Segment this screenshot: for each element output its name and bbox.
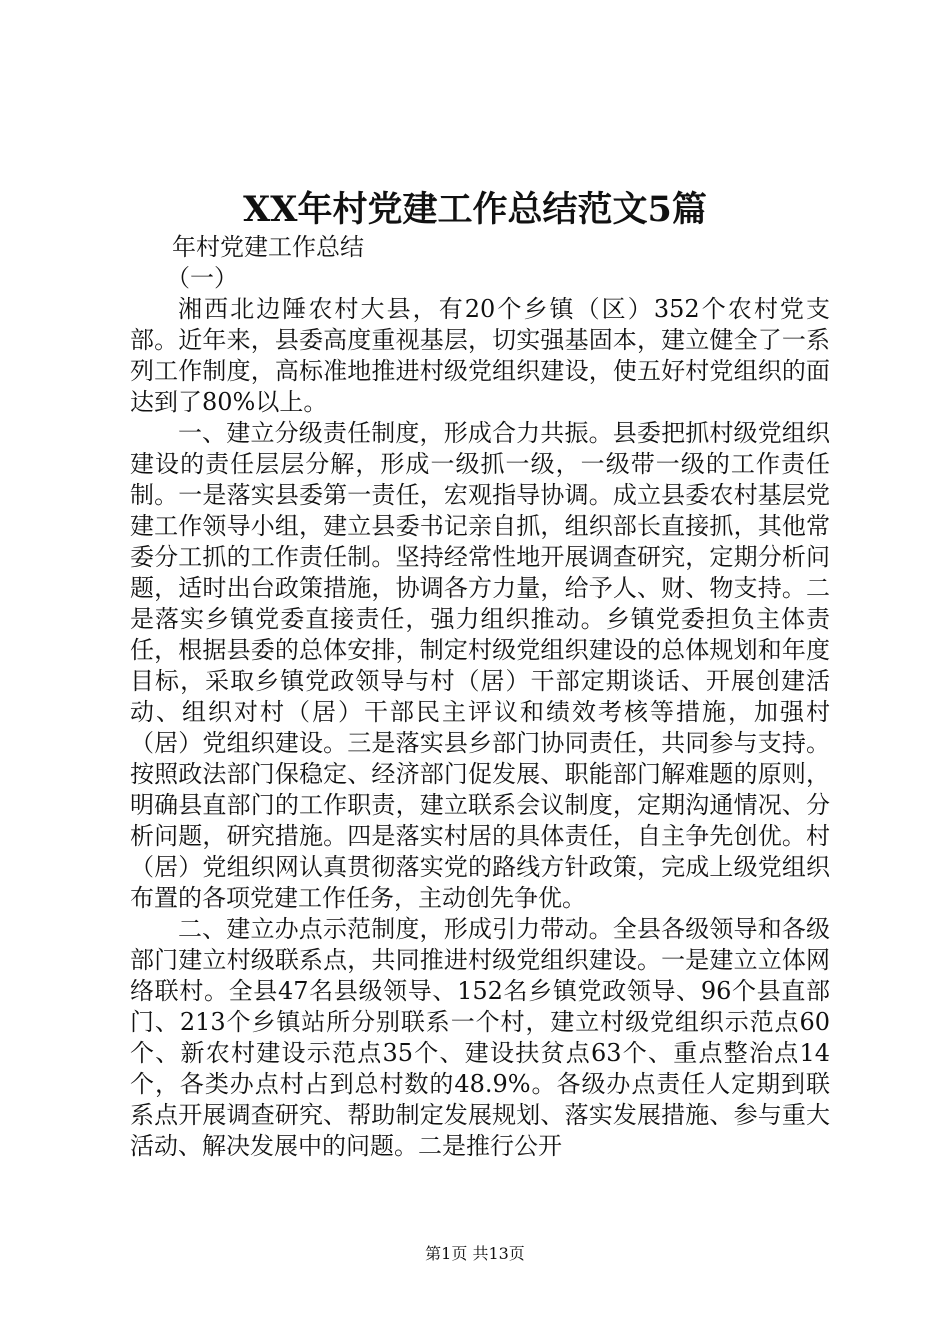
document-title: XX年村党建工作总结范文5篇 <box>243 189 707 230</box>
document-subtitle: 年村党建工作总结 <box>172 233 364 261</box>
document-body <box>130 232 830 1162</box>
paragraph-intro: 湘西北边陲农村大县，有20个乡镇（区）352个农村党支部。近年来，县委高度重视基层，切实强基固本，建立健全了一系列工作制度，高标准地推进村级党组织建设，使五好村党组织的面达到了80%以上。 <box>130 295 830 416</box>
page-footer: 第1页 共13页 <box>425 1244 525 1263</box>
paragraph-section-two: 二、建立办点示范制度，形成引力带动。全县各级领导和各级部门建立村级联系点，共同推进村级党组织建设。一是建立立体网络联村。全县47名县级领导、152名乡镇党政领导、96个县直部门、213个乡镇站所分别联系一个村，建立村级党组织示范点60个、新农村建设示范点35个、建设扶贫点63个、重点整治点14个，各类办点村占到总村数的48.9%。各级办点责任人定期到联系点开展调查研究、帮助制定发展规划、落实发展措施、参与重大活动、解决发展中的问题。二是推行公开 <box>130 915 830 1160</box>
paragraph-section-one: 一、建立分级责任制度，形成合力共振。县委把抓村级党组织建设的责任层层分解，形成一级抓一级，一级带一级的工作责任制。一是落实县委第一责任，宏观指导协调。成立县委农村基层党建工作领导小组，建立县委书记亲自抓，组织部长直接抓，其他常委分工抓的工作责任制。坚持经常性地开展调查研究，定期分析问题，适时出台政策措施，协调各方力量，给予人、财、物支持。二是落实乡镇党委直接责任，强力组织推动。乡镇党委担负主体责任，根据县委的总体安排，制定村级党组织建设的总体规划和年度目标，采取乡镇党政领导与村（居）干部定期谈话、开展创建活动、组织对村（居）干部民主评议和绩效考核等措施，加强村（居）党组织建设。三是落实县乡部门协同责任，共同参与支持。按照政法部门保稳定、经济部门促发展、职能部门解难题的原则，明确县直部门的工作职责，建立联系会议制度，定期沟通情况、分析问题，研究措施。四是落实村居的具体责任，自主争先创优。村（居）党组织网认真贯彻落实党的路线方针政策，完成上级党组织布置的各项党建工作任务，主动创先争优。 <box>130 419 830 912</box>
section-marker: （一） <box>166 264 238 292</box>
